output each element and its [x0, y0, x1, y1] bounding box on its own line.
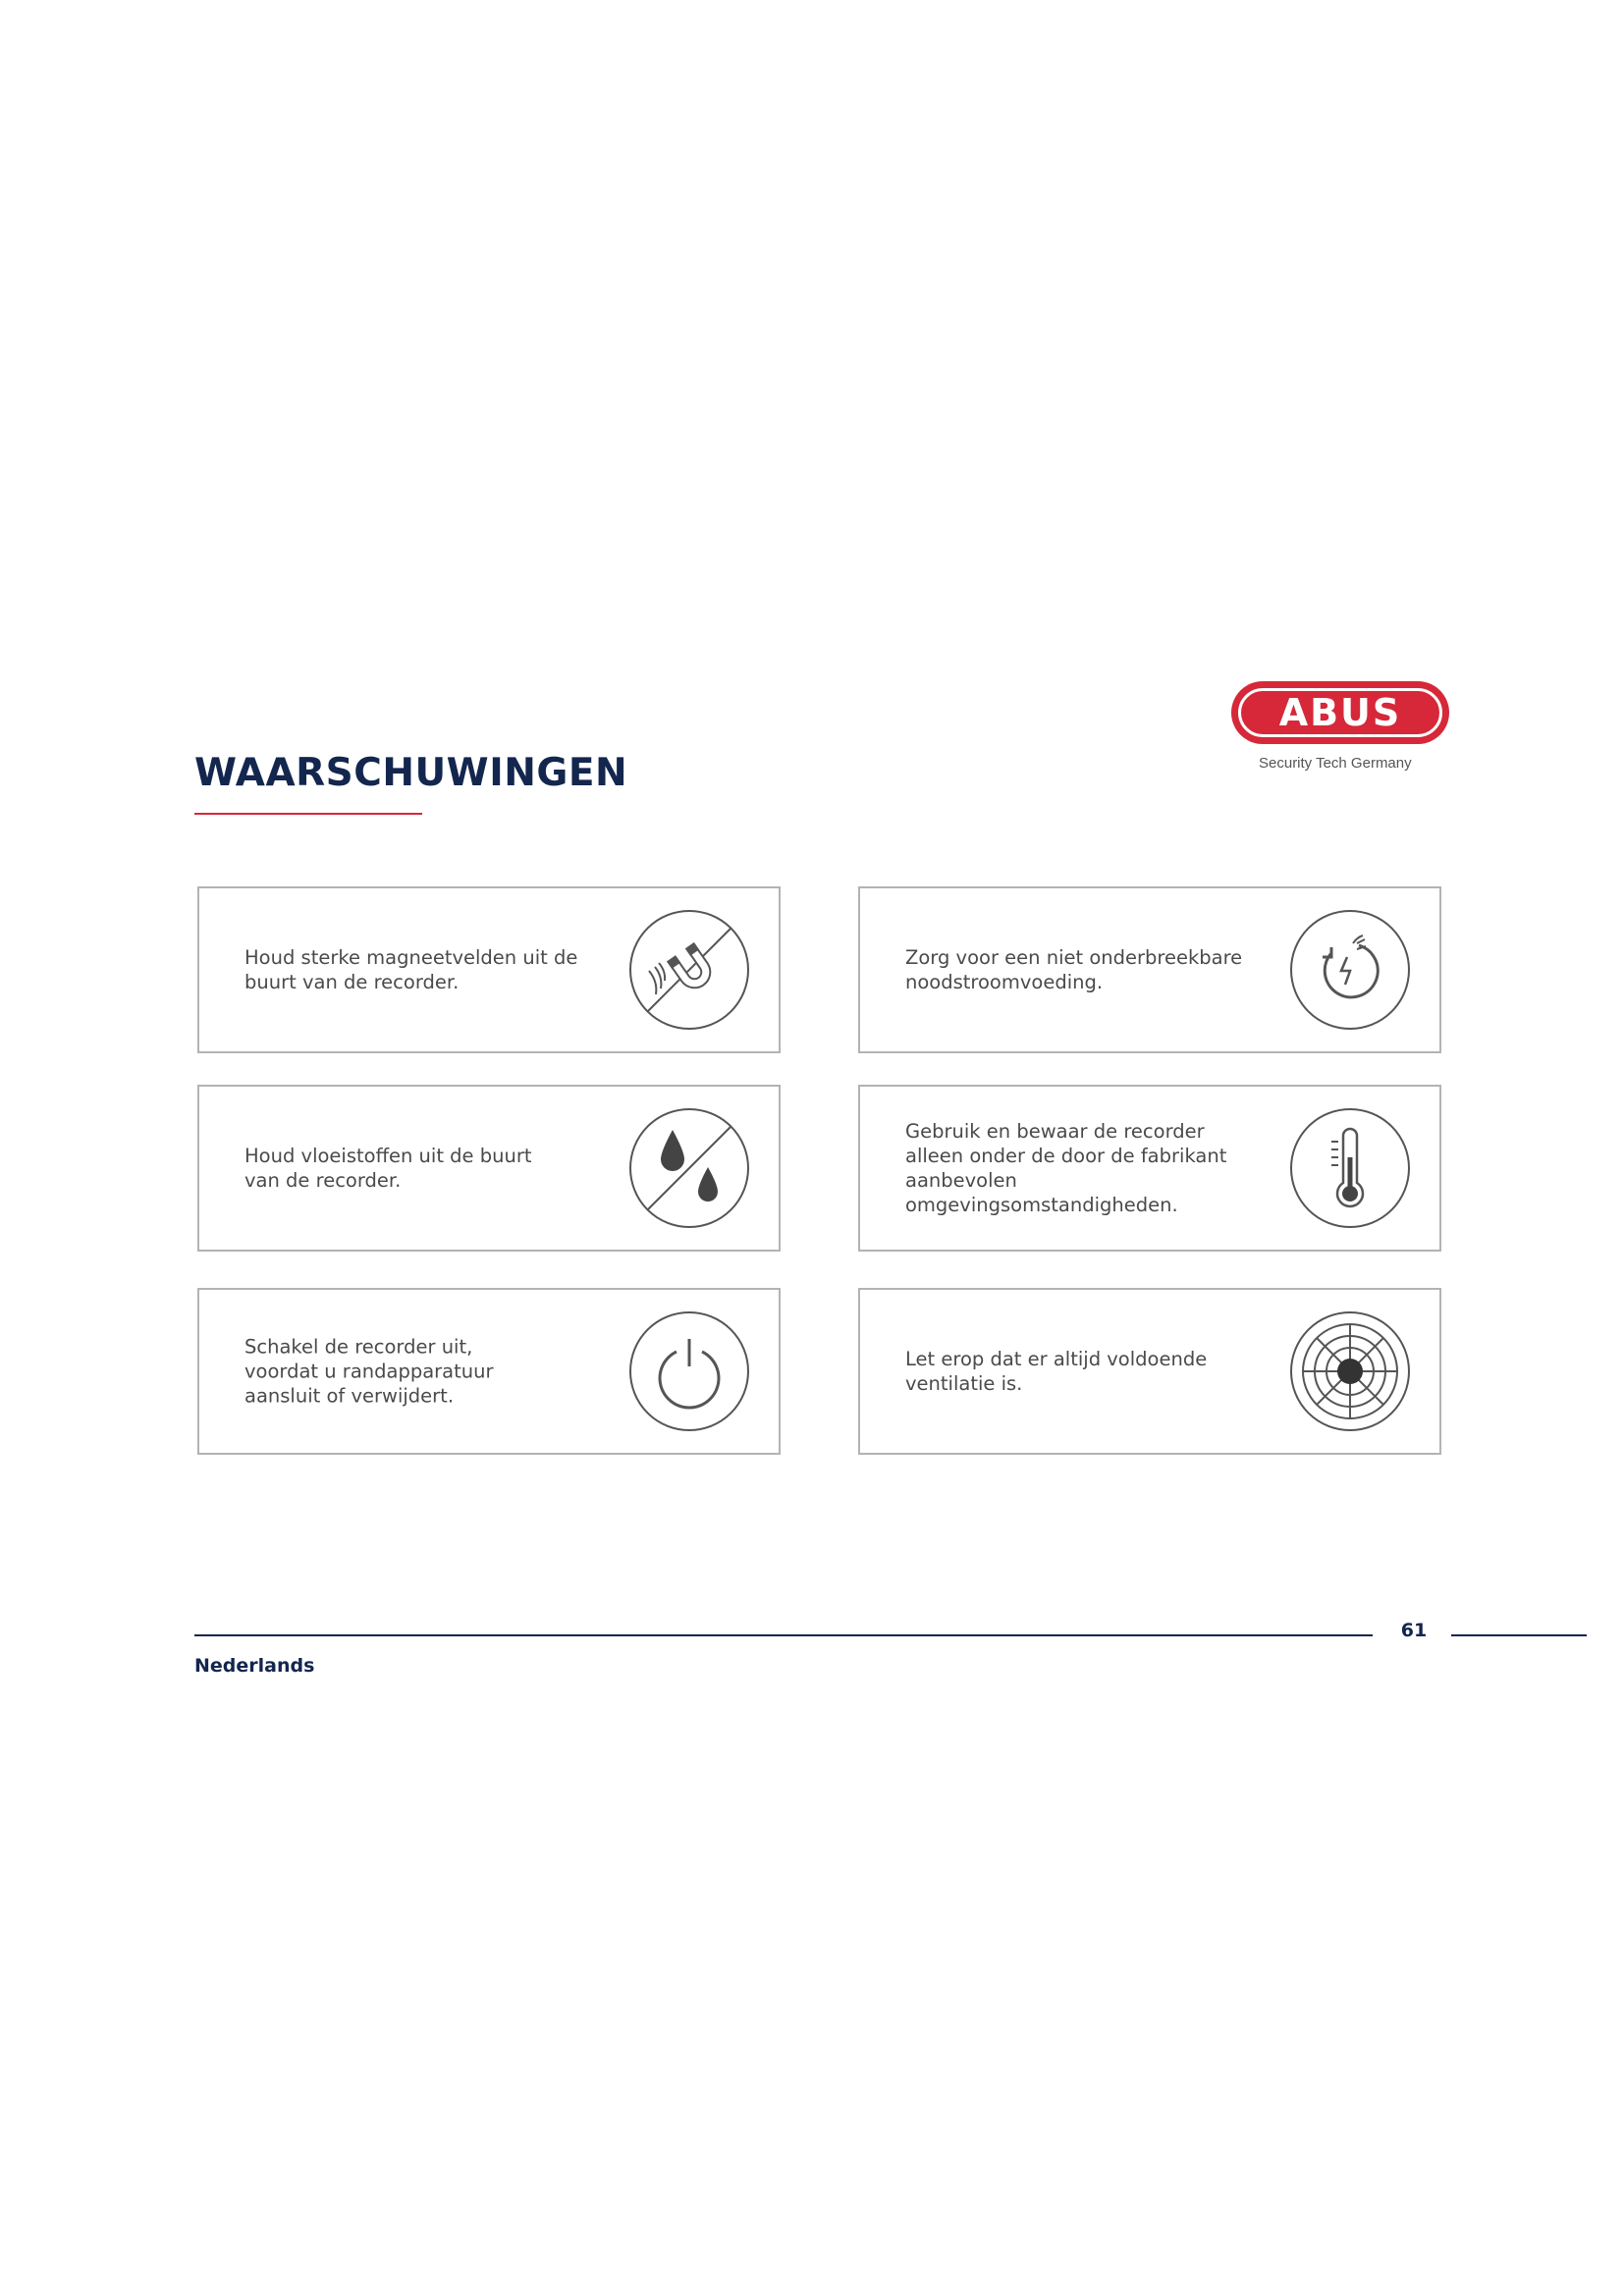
warning-text: Gebruik en bewaar de recorder alleen onder de door de fabrikant aanbevolen omgevingsomstandigheden. — [905, 1120, 1227, 1216]
warning-card-environment — [858, 1085, 1441, 1252]
logo-inner-frame — [1238, 688, 1442, 737]
warning-text: Houd vloeistoffen uit de buurt van de recorder. — [244, 1145, 532, 1192]
no-liquids-icon — [627, 1106, 751, 1230]
footer-language: Nederlands — [194, 1655, 315, 1677]
footer-rule-left — [194, 1634, 1373, 1636]
uninterruptible-power-icon — [1288, 908, 1412, 1032]
warning-text: Schakel de recorder uit, voordat u randapparatuur aansluit of verwijdert. — [244, 1335, 494, 1408]
warning-text: Houd sterke magneetvelden uit de buurt van de recorder. — [244, 946, 578, 993]
page-number: 61 — [1400, 1620, 1428, 1641]
abus-logo — [1231, 681, 1453, 775]
logo-tagline: Security Tech Germany — [1259, 755, 1412, 772]
title-underline — [194, 813, 422, 815]
no-magnet-icon — [627, 908, 751, 1032]
thermometer-icon — [1288, 1106, 1412, 1230]
warning-card-liquids — [197, 1085, 781, 1252]
warning-text: Zorg voor een niet onderbreekbare noodstroomvoeding. — [905, 946, 1243, 993]
page-title: WAARSCHUWINGEN — [194, 751, 628, 795]
warning-card-power-off — [197, 1288, 781, 1455]
footer-rule-right — [1451, 1634, 1587, 1636]
logo-badge — [1231, 681, 1449, 744]
ventilation-fan-icon — [1288, 1309, 1412, 1433]
logo-wordmark: ABUS — [1278, 691, 1402, 734]
warning-card-ups — [858, 886, 1441, 1053]
warning-card-magnetic-fields — [197, 886, 781, 1053]
warning-card-ventilation — [858, 1288, 1441, 1455]
power-off-icon — [627, 1309, 751, 1433]
warning-text: Let erop dat er altijd voldoende ventilatie is. — [905, 1348, 1208, 1395]
